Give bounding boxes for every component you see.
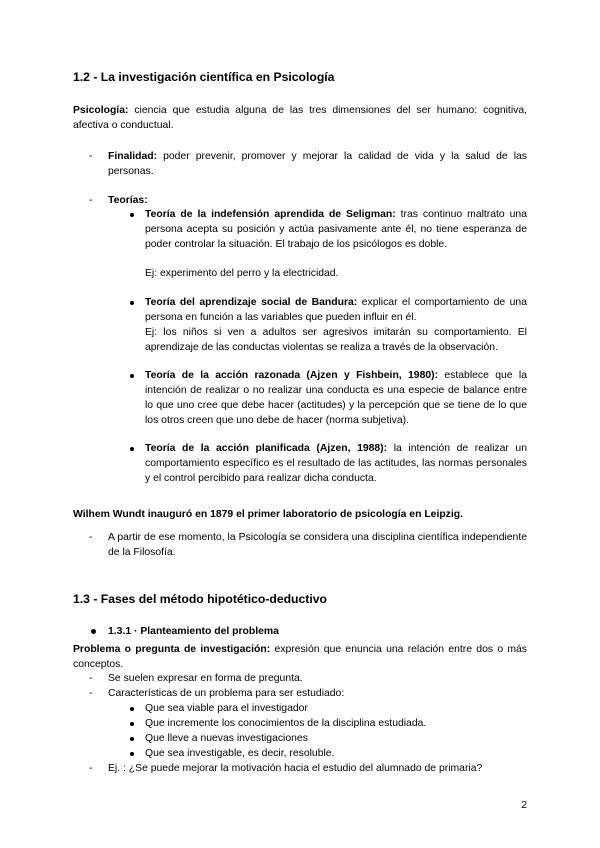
theory-term: Teoría de la acción planificada (Ajzen, 1988): [145,443,388,454]
bullet-icon [130,722,134,726]
definition-paragraph [73,103,527,133]
problema-term: Problema o pregunta de investigación: [73,644,271,655]
dash-marker: - [89,763,93,774]
page-number: 2 [521,800,527,811]
theory-example: Ej: experimento del perro y la electricidad. [145,268,339,279]
teorias-label: Teorías: [108,195,148,206]
theory-item [145,441,527,486]
section-title: 1.2 - La investigación científica en Psicología [73,70,335,84]
definition-text: ciencia que estudia alguna de las tres dimensiones del ser humano: cognitiva, afectiva o conductual. [73,105,527,131]
theory-term: Teoría del aprendizaje social de Bandura: [145,297,358,308]
wundt-statement: Wilhem Wundt inauguró en 1879 el primer laboratorio de psicología en Leipzig. [73,509,463,520]
theory-text: la intención de realizar un comportamiento específico es el resultado de las actitudes, las normas personales y el control percibido para realizar dicha conducta. [145,443,527,484]
theory-text: tras continuo maltrato una persona acepta su posición y actúa pasivamente ante él, no tiene esperanza de poder controlar la situación. El trabajo de los psicólogos es doble. [145,209,527,250]
theory-text: explicar el comportamiento de una persona en función a las variables que pueden influir en él. [145,297,527,323]
characteristic-item: Que sea viable para el investigador [145,703,308,714]
list-item: Características de un problema para ser estudiado: [108,688,345,699]
theory-item [145,368,527,428]
dash-marker: - [89,195,93,206]
theory-text: establece que la intención de realizar o no realizar una conducta es una especie de balance entre lo que uno cree que debe hacer (actitudes) y la percepción que se tiene de lo que los otros creen que uno debe de hacer (norma subjetiva). [145,370,527,426]
definition-term: Psicología: [73,105,129,116]
wundt-item: A partir de ese momento, la Psicología se considera una disciplina científica independiente de la Filosofía. [108,532,527,558]
bullet-icon [130,213,134,217]
bullet-icon [130,301,134,305]
dash-marker: - [89,151,93,162]
section-title: 1.3 - Fases del método hipotético-deductivo [73,592,327,606]
finalidad-term: Finalidad: [108,151,158,162]
list-item: Se suelen expresar en forma de pregunta. [108,673,303,684]
subsection-title: 1.3.1 · Planteamiento del problema [108,626,279,637]
dash-marker: - [89,532,93,543]
finalidad-text: poder prevenir, promover y mejorar la calidad de vida y la salud de las personas. [108,151,527,177]
example-item: Ej. : ¿Se puede mejorar la motivación hacia el estudio del alumnado de primaria? [108,763,483,774]
bullet-icon [130,707,134,711]
theory-item [145,207,527,252]
characteristic-item: Que incremente los conocimientos de la disciplina estudiada. [145,718,427,729]
theory-term: Teoría de la indefensión aprendida de Seligman: [145,209,396,220]
bullet-icon [130,752,134,756]
bullet-icon [91,629,96,634]
dash-marker: - [89,688,93,699]
theory-term: Teoría de la acción razonada (Ajzen y Fishbein, 1980): [145,370,439,381]
finalidad-item [108,149,527,179]
bullet-icon [130,374,134,378]
problema-text: expresión que enuncia una relación entre dos o más conceptos. [73,644,527,670]
bullet-icon [130,737,134,741]
bullet-icon [130,447,134,451]
problema-paragraph [73,642,527,672]
theory-item [145,295,527,325]
dash-marker: - [89,673,93,684]
characteristic-item: Que lleve a nuevas investigaciones [145,733,308,744]
theory-example: Ej: los niños si ven a adultos ser agresivos imitarán su comportamiento. El aprendizaje de las conductas violentas se realiza a través de la observación. [145,327,527,353]
characteristic-item: Que sea investigable, es decir, resoluble. [145,748,335,759]
